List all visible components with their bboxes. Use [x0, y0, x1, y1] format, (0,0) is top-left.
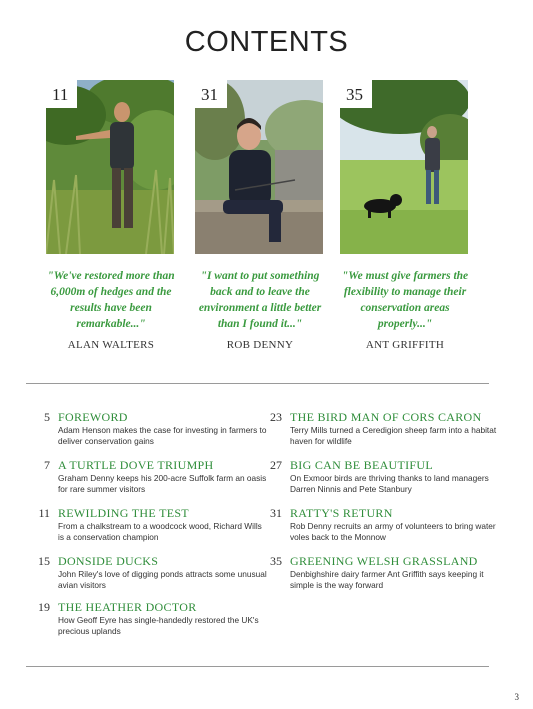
entry-description: Denbighshire dairy farmer Ant Griffith says keeping it simple is the way forward [290, 569, 484, 590]
feature-quote: "I want to put something back and to leave the environment a little better than I found it..." [198, 270, 322, 330]
entry-heading: DONSIDE DUCKS [58, 554, 159, 568]
entry-page-number: 35 [270, 554, 282, 568]
entry-page-number: 7 [44, 458, 50, 472]
entry-description: From a chalkstream to a woodcock wood, Richard Wills is a conservation champion [58, 521, 262, 542]
entry-heading: RATTY'S RETURN [290, 506, 393, 520]
entry-page-number: 23 [270, 410, 282, 424]
entry-heading: A TURTLE DOVE TRIUMPH [58, 458, 214, 472]
feature-author: ALAN WALTERS [67, 339, 155, 351]
entry-heading: BIG CAN BE BEAUTIFUL [290, 458, 433, 472]
feature-quote: "We've restored more than 6,000m of hedges and the results have been remarkable..." [47, 270, 175, 330]
feature-page-number: 11 [46, 80, 77, 108]
feature-page-number: 35 [340, 80, 372, 108]
entry-description: Rob Denny recruits an army of volunteers to bring water voles back to the Monnow [290, 521, 496, 542]
feature-quote: "We must give farmers the flexibility to manage their conservation areas properly..." [341, 270, 469, 330]
feature-author: ROB DENNY [226, 339, 294, 351]
entry-page-number: 31 [270, 506, 282, 520]
man-sitting-by-river-photo [195, 80, 323, 254]
entry-heading: THE HEATHER DOCTOR [58, 600, 197, 614]
entry-description: Terry Mills turned a Ceredigion sheep farm into a habitat haven for wildlife [290, 425, 497, 446]
feature-card [46, 80, 176, 351]
page-title: CONTENTS [184, 26, 349, 58]
entry-page-number: 15 [38, 554, 50, 568]
entry-description: Adam Henson makes the case for investing in farmers to deliver conservation gains [58, 425, 267, 446]
entry-page-number: 11 [38, 506, 50, 520]
entry-heading: REWILDING THE TEST [58, 506, 189, 520]
divider-bottom [26, 666, 489, 667]
man-in-hedgerow-photo [46, 80, 174, 254]
entry-description: On Exmoor birds are thriving thanks to land managers Darren Ninnis and Pete Stanbury [290, 473, 489, 494]
feature-page-number: 31 [195, 80, 227, 108]
entry-description: Graham Denny keeps his 200-acre Suffolk farm an oasis for rare summer visitors [58, 473, 267, 494]
entry-description: John Riley's love of digging ponds attracts some unusual avian visitors [58, 569, 267, 590]
entry-heading: GREENING WELSH GRASSLAND [290, 554, 478, 568]
entry-description: How Geoff Eyre has single-handedly restored the UK's precious uplands [58, 615, 259, 636]
entry-page-number: 19 [38, 600, 50, 614]
entry-heading: THE BIRD MAN OF CORS CARON [290, 410, 482, 424]
page-number: 3 [514, 692, 519, 702]
entry-page-number: 27 [270, 458, 282, 472]
feature-card [340, 80, 470, 351]
feature-card [195, 80, 325, 351]
divider-top [26, 383, 489, 384]
entry-page-number: 5 [44, 410, 50, 424]
man-with-dog-in-field-photo [340, 80, 468, 254]
feature-author: ANT GRIFFITH [365, 339, 445, 351]
entry-heading: FOREWORD [58, 410, 128, 424]
